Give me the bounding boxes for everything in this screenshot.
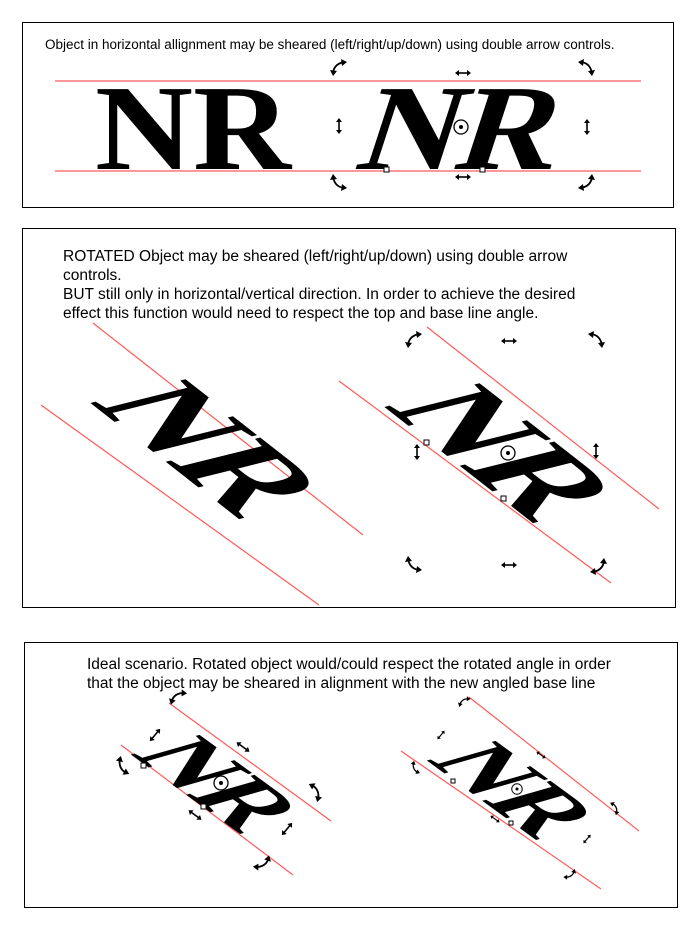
rotate-arrow-icon[interactable] bbox=[588, 331, 605, 348]
selection-handle-icon[interactable] bbox=[509, 821, 513, 825]
sample-text-left: NR bbox=[95, 61, 294, 196]
ideal-illustration bbox=[25, 643, 678, 908]
rotate-arrow-icon[interactable] bbox=[168, 687, 188, 707]
rotate-arrow-icon[interactable] bbox=[252, 853, 272, 873]
caption-line: that the object may be sheared in alignment with the new angled base line bbox=[87, 675, 596, 692]
rotate-arrow-icon[interactable] bbox=[330, 59, 347, 76]
panel-horizontal-shear bbox=[22, 22, 674, 208]
sample-text-ideal-right: NR bbox=[401, 732, 619, 840]
sample-text-sheared: NR bbox=[344, 60, 565, 197]
sample-text-ideal-left: NR bbox=[105, 726, 323, 834]
rotated-illustration bbox=[23, 229, 676, 608]
caption-line: controls. bbox=[63, 267, 122, 284]
caption-line: effect this function would need to respect the top and base line angle. bbox=[63, 305, 539, 322]
double-arrow-vertical-icon[interactable] bbox=[584, 119, 590, 135]
caption-line: ROTATED Object may be sheared (left/right/up/down) using double arrow bbox=[63, 248, 568, 265]
rotate-arrow-icon[interactable] bbox=[405, 331, 422, 348]
double-arrow-horizontal-icon[interactable] bbox=[501, 338, 517, 344]
double-arrow-horizontal-icon[interactable] bbox=[148, 727, 163, 743]
selection-handle-icon[interactable] bbox=[480, 167, 485, 172]
rotate-arrow-icon[interactable] bbox=[457, 695, 471, 709]
sample-text-rotated-left: NR bbox=[56, 369, 351, 515]
rotate-arrow-icon[interactable] bbox=[578, 174, 595, 191]
double-arrow-horizontal-icon[interactable] bbox=[582, 833, 592, 844]
selection-handle-icon[interactable] bbox=[424, 440, 429, 445]
caption-line: BUT still only in horizontal/vertical direction. In order to achieve the desired bbox=[63, 286, 576, 303]
rotate-arrow-icon[interactable] bbox=[590, 558, 607, 575]
rotate-arrow-icon[interactable] bbox=[563, 867, 577, 881]
caption-horizontal: Object in horizontal allignment may be sheared (left/right/up/down) using double arrow controls. bbox=[45, 37, 615, 52]
rotate-arrow-icon[interactable] bbox=[405, 556, 422, 573]
double-arrow-vertical-icon[interactable] bbox=[336, 118, 342, 134]
horizontal-illustration bbox=[23, 23, 674, 208]
rotate-arrow-icon[interactable] bbox=[330, 174, 347, 191]
double-arrow-horizontal-icon[interactable] bbox=[436, 729, 446, 740]
panel-ideal-scenario bbox=[24, 642, 678, 908]
panel-rotated-shear bbox=[22, 228, 676, 608]
selection-handle-icon[interactable] bbox=[451, 779, 455, 783]
sample-text-rotated-right: NR bbox=[350, 373, 645, 519]
selection-handle-icon[interactable] bbox=[384, 167, 389, 172]
double-arrow-horizontal-icon[interactable] bbox=[280, 821, 295, 837]
selection-handle-icon[interactable] bbox=[141, 763, 146, 768]
caption-line: Ideal scenario. Rotated object would/could respect the rotated angle in order bbox=[87, 656, 611, 673]
selection-handle-icon[interactable] bbox=[501, 496, 506, 501]
double-arrow-horizontal-icon[interactable] bbox=[501, 562, 517, 568]
selection-handle-icon[interactable] bbox=[201, 804, 206, 809]
